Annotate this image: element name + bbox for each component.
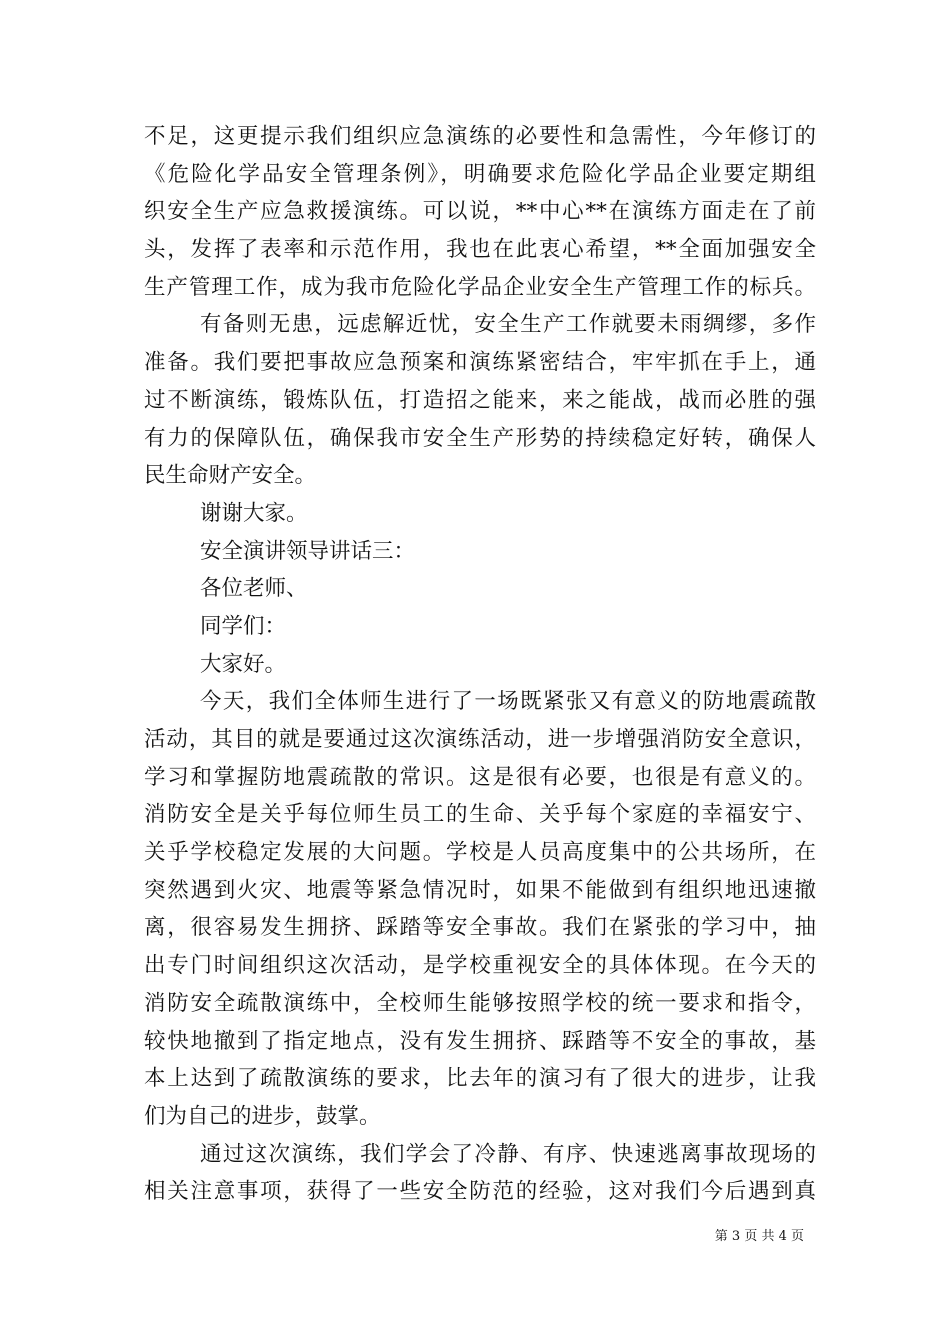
text-line: 不足，这更提示我们组织应急演练的必要性和急需性，今年修订的 [144, 124, 816, 149]
text-line: 学习和掌握防地震疏散的常识。这是很有必要，也很是有意义的。 [144, 764, 816, 790]
text-line: 有力的保障队伍，确保我市安全生产形势的持续稳定好转，确保人 [144, 425, 816, 451]
text-line: 准备。我们要把事故应急预案和演练紧密结合，牢牢抓在手上，通 [144, 350, 816, 376]
text-line: 突然遇到火灾、地震等紧急情况时，如果不能做到有组织地迅速撤 [144, 877, 816, 903]
text-line: 们为自己的进步，鼓掌。 [144, 1103, 381, 1129]
text-line: 大家好。 [200, 651, 287, 677]
text-line: 头，发挥了表率和示范作用，我也在此衷心希望，**全面加强安全 [144, 237, 816, 263]
document-body [144, 118, 816, 1211]
text-line: 谢谢大家。 [200, 500, 308, 526]
text-line: 关乎学校稳定发展的大问题。学校是人员高度集中的公共场所，在 [144, 840, 816, 866]
text-line: 通过这次演练，我们学会了冷静、有序、快速逃离事故现场的 [200, 1141, 816, 1167]
text-line: 出专门时间组织这次活动，是学校重视安全的具体体现。在今天的 [144, 953, 816, 979]
text-line: 安全演讲领导讲话三： [200, 538, 416, 564]
text-line: 离，很容易发生拥挤、踩踏等安全事故。我们在紧张的学习中，抽 [144, 915, 816, 941]
text-line: 活动，其目的就是要通过这次演练活动，进一步增强消防安全意识， [144, 727, 816, 752]
text-line: 生产管理工作，成为我市危险化学品企业安全生产管理工作的标兵。 [144, 274, 816, 300]
text-line: 《危险化学品安全管理条例》，明确要求危险化学品企业要定期组 [144, 161, 816, 187]
text-line: 今天，我们全体师生进行了一场既紧张又有意义的防地震疏散 [200, 689, 816, 715]
text-line: 民生命财产安全。 [144, 463, 317, 489]
text-line: 织安全生产应急救援演练。可以说，**中心**在演练方面走在了前 [144, 199, 816, 225]
text-line: 各位老师、 [200, 576, 308, 602]
text-line: 消防安全疏散演练中，全校师生能够按照学校的统一要求和指令， [144, 990, 816, 1016]
text-line: 较快地撤到了指定地点，没有发生拥挤、踩踏等不安全的事故，基 [144, 1028, 816, 1054]
text-line: 本上达到了疏散演练的要求，比去年的演习有了很大的进步，让我 [144, 1066, 816, 1092]
text-line: 过不断演练，锻炼队伍，打造招之能来，来之能战，战而必胜的强 [144, 387, 816, 413]
text-line: 相关注意事项，获得了一些安全防范的经验，这对我们今后遇到真 [144, 1179, 816, 1205]
page-number: 第 3 页 共 4 页 [714, 1229, 804, 1244]
text-line: 同学们： [200, 613, 287, 639]
text-line: 消防安全是关乎每位师生员工的生命、关乎每个家庭的幸福安宁、 [144, 802, 816, 828]
text-line: 有备则无患，远虑解近忧，安全生产工作就要未雨绸缪，多作 [200, 312, 816, 338]
